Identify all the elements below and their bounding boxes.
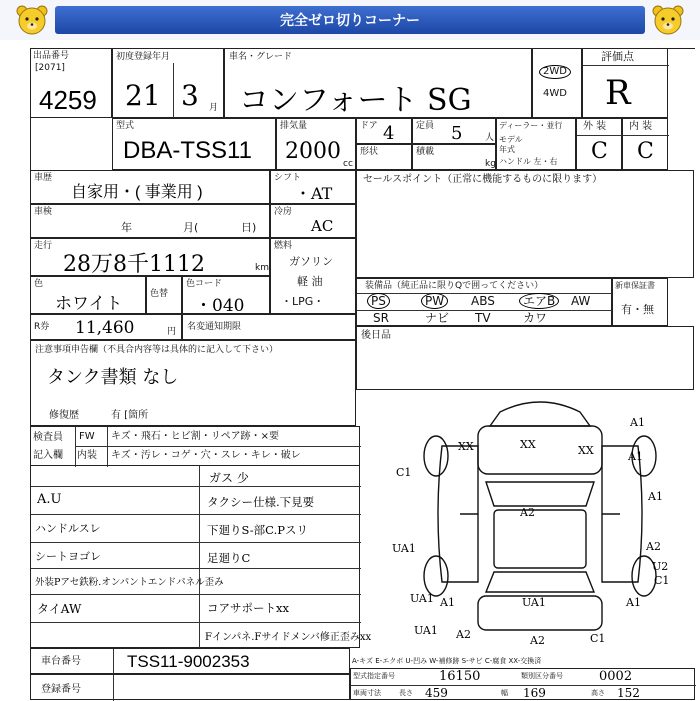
recycle-value: 11,460: [75, 318, 135, 338]
note-left-5: タイAW: [37, 602, 82, 616]
recycle-label: R券: [34, 322, 50, 332]
spec-class-label: 類別区分番号: [521, 672, 563, 680]
interior-grade-label: 内 装: [629, 121, 653, 132]
shift-box: [270, 170, 356, 204]
spec-height-label: 高さ: [591, 689, 605, 697]
spec-box: [350, 668, 695, 700]
equipment-airbag: エアB: [519, 296, 559, 306]
note-left-4: 外装Pアセ鉄粉.オンパントエンドパネル歪み: [35, 577, 224, 588]
note-right-4: 足廻りC: [207, 551, 251, 565]
color-code-value: ・040: [195, 296, 245, 316]
inspection-day: 日): [241, 221, 257, 234]
mark-18: A2: [456, 628, 471, 641]
handle-label: ハンドル 左・右: [499, 157, 558, 166]
recycle-unit: 円: [167, 327, 177, 337]
mark-16: A1: [626, 596, 641, 609]
note-right-6: Fインパネ.Fサイドメンバ修正歪みxx: [205, 632, 372, 643]
mark-20: C1: [590, 632, 606, 645]
equipment-aw: AW: [571, 294, 591, 308]
mileage-label: 走行: [34, 241, 53, 251]
windshield-shape: [486, 482, 594, 506]
color-label: 色: [34, 279, 44, 289]
fuel-oil: 軽 油: [297, 275, 323, 288]
equipment-ps: PS: [367, 296, 390, 306]
mark-4: XX: [578, 444, 594, 457]
name-change-box: [182, 314, 356, 340]
equipment-tv: TV: [475, 311, 491, 325]
inspector-box: [30, 426, 360, 466]
mark-19: A2: [530, 634, 545, 647]
section-banner: 完全ゼロ切りコーナー: [55, 6, 645, 34]
color-swatch-box: [146, 276, 182, 314]
front-bumper-shape: [490, 402, 590, 426]
mascot-bear-icon: [14, 3, 50, 37]
capacity-unit: 人: [485, 133, 495, 143]
inspection-month: 月(: [183, 221, 199, 234]
mileage-value: 28万8千1112: [63, 252, 205, 277]
equipment-label: 装備品（純正品に限りQで囲ってください）: [365, 281, 544, 291]
repair-value: 有 [箇所: [111, 410, 149, 421]
lot-box: [30, 48, 112, 118]
equipment-sr: SR: [373, 311, 389, 325]
spec-height-value: 152: [617, 686, 640, 700]
note-right-5: コアサポートxx: [207, 601, 289, 615]
use-label: 車歴: [34, 173, 53, 183]
car-damage-diagram: [390, 386, 695, 648]
shape-label: 形状: [360, 147, 379, 157]
fuel-box: [270, 238, 356, 314]
mileage-unit: km: [255, 263, 269, 273]
equipment-pw: PW: [421, 296, 448, 306]
chassis-value: TSS11-9002353: [127, 652, 250, 671]
drive-2wd: 2WD: [539, 65, 571, 79]
inner-label: 内装: [77, 450, 97, 461]
spec-type-label: 型式指定番号: [353, 672, 395, 680]
mark-14: A1: [440, 596, 455, 609]
mark-7: A1: [648, 490, 663, 503]
lot-sub: [2071]: [35, 63, 65, 73]
note-left-1: A.U: [37, 492, 62, 507]
warranty-box: [612, 278, 668, 326]
shift-value: ・AT: [295, 184, 333, 203]
inspector-row2: キズ・汚レ・コゲ・穴・スレ・キレ・破レ: [111, 450, 301, 461]
equipment-box: [356, 278, 612, 326]
inspection-label: 車検: [34, 207, 53, 217]
sales-point-label: セールスポイント（正常に機能するものに限ります）: [363, 174, 603, 185]
damage-legend: A-キズ E-エクボ U-凹み W-補修跡 S-サビ C-腐食 XX-交換済: [352, 657, 542, 665]
ac-value: AC: [311, 217, 334, 235]
equipment-navi: ナビ: [425, 311, 450, 325]
lot-label: 出品番号: [33, 51, 70, 61]
capacity-box: [412, 118, 496, 144]
mark-6: C1: [396, 466, 412, 479]
equipment-leather: カワ: [523, 311, 548, 325]
warranty-label: 新車保証書: [615, 281, 655, 290]
spec-size-label: 車両寸法: [353, 689, 381, 697]
model-box: [224, 48, 532, 118]
color-swatch-label: 色替: [150, 289, 169, 299]
doors-box: [356, 118, 412, 144]
shape-box: [356, 144, 412, 170]
interior-grade-box: [622, 118, 668, 170]
spec-length-label: 長さ: [399, 689, 413, 697]
type-label: 型式: [116, 121, 135, 131]
spec-width-label: 幅: [501, 689, 508, 697]
equipment-abs: ABS: [471, 294, 495, 308]
mark-12: C1: [654, 574, 670, 587]
capacity-value: 5: [451, 123, 463, 144]
model-label: 車名・グレード: [229, 52, 293, 62]
exterior-grade-value: C: [591, 139, 608, 164]
back-seat-label: 後日品: [361, 330, 391, 341]
color-value: ホワイト: [55, 294, 123, 314]
mark-9: UA1: [392, 542, 416, 555]
mark-15: UA1: [522, 596, 546, 609]
inspector-label: 検査員: [33, 432, 63, 443]
repair-label: 修復歴: [49, 410, 79, 421]
model-value: コンフォート SG: [239, 83, 472, 118]
color-code-box: [182, 276, 270, 314]
note-right-3: 下廻りS-部C.Pスリ: [207, 523, 308, 537]
mascot-bear-icon: [650, 3, 686, 37]
note-right-2: タクシー仕様.下見要: [207, 495, 315, 509]
registration-box: [112, 48, 224, 118]
load-unit: kg: [485, 159, 496, 169]
inspection-notes-grid: [30, 466, 372, 648]
chassis-box: [30, 648, 350, 674]
notes-box: [30, 340, 356, 426]
rear-window-shape: [486, 572, 594, 592]
exterior-grade-box: [576, 118, 622, 170]
chassis-label: 車台番号: [41, 656, 81, 667]
displacement-value: 2000: [285, 139, 341, 164]
drive-box: [532, 48, 582, 118]
load-label: 積載: [416, 147, 435, 157]
mark-1: A1: [630, 416, 645, 429]
notes-value: タンク書類 なし: [47, 367, 179, 388]
doors-value: 4: [383, 123, 395, 144]
sales-point-box: [356, 170, 694, 278]
use-box: [30, 170, 270, 204]
ac-box: [270, 204, 356, 238]
plate-box: [30, 674, 350, 700]
mark-13: UA1: [410, 592, 434, 605]
note-right-1: ガス 少: [209, 471, 249, 485]
type-value: DBA-TSS11: [123, 137, 252, 164]
note-left-3: シートヨゴレ: [35, 550, 101, 563]
displacement-label: 排気量: [280, 121, 308, 131]
spec-type-value: 16150: [439, 669, 481, 684]
use-value: 自家用・( 事業用 ): [71, 184, 203, 201]
color-box: [30, 276, 146, 314]
dealer-label: ディーラー・並行: [499, 121, 563, 130]
spec-length-value: 459: [425, 686, 448, 700]
roof-shape: [494, 510, 586, 568]
spec-width-value: 169: [523, 686, 546, 700]
displacement-unit: cc: [343, 159, 353, 169]
wheel-rl-shape: [424, 556, 448, 596]
entry-label: 記入欄: [33, 450, 63, 461]
interior-grade-value: C: [637, 139, 654, 164]
displacement-box: [276, 118, 356, 170]
note-left-2: ハンドルスレ: [35, 522, 101, 535]
exterior-grade-label: 外 装: [583, 121, 607, 132]
rating-label: 評価点: [601, 50, 634, 63]
notes-label: 注意事項申告欄（不具合内容等は具体的に記入して下さい）: [35, 345, 279, 355]
shift-label: シフト: [274, 173, 302, 183]
inspector-row1: キズ・飛石・ヒビ割・リペア跡・×要: [111, 431, 279, 442]
mark-17: UA1: [414, 624, 438, 637]
load-box: [412, 144, 496, 170]
inspection-box: [30, 204, 270, 238]
fw-label: FW: [79, 431, 95, 442]
fuel-lpg: ・LPG・: [281, 295, 325, 308]
rating-value: R: [605, 73, 631, 113]
registration-label: 初度登録年月: [116, 52, 171, 62]
doors-label: ドア: [360, 121, 378, 131]
recycle-box: [30, 314, 182, 340]
mark-11: U2: [652, 560, 669, 573]
fuel-gas: ガソリン: [289, 255, 333, 268]
mark-2: XX: [458, 440, 474, 453]
mark-5: A1: [628, 450, 643, 463]
type-box: [112, 118, 276, 170]
plate-label: 登録番号: [41, 684, 81, 695]
warranty-value: 有・無: [621, 303, 654, 316]
mark-3: XX: [520, 438, 536, 451]
inspection-year: 年: [121, 221, 132, 234]
registration-month-unit: 月: [209, 103, 219, 113]
back-seat-box: [356, 326, 694, 390]
mileage-box: [30, 238, 270, 276]
wheel-fl-shape: [424, 436, 448, 476]
registration-month: 3: [181, 79, 199, 112]
dealer-box: [496, 118, 576, 170]
name-change-label: 名変通知期限: [187, 322, 242, 332]
ac-label: 冷房: [274, 207, 293, 217]
color-code-label: 色コード: [186, 279, 223, 289]
registration-year: 21: [125, 79, 161, 112]
capacity-label: 定員: [416, 121, 435, 131]
lot-number: 4259: [39, 85, 97, 115]
fuel-label: 燃料: [274, 241, 293, 251]
model-year-label: モデル 年式: [499, 135, 523, 154]
mark-8: A2: [520, 506, 535, 519]
mark-10: A2: [646, 540, 661, 553]
spec-class-value: 0002: [599, 669, 633, 684]
drive-4wd: 4WD: [543, 88, 567, 99]
rating-box: [582, 48, 668, 118]
